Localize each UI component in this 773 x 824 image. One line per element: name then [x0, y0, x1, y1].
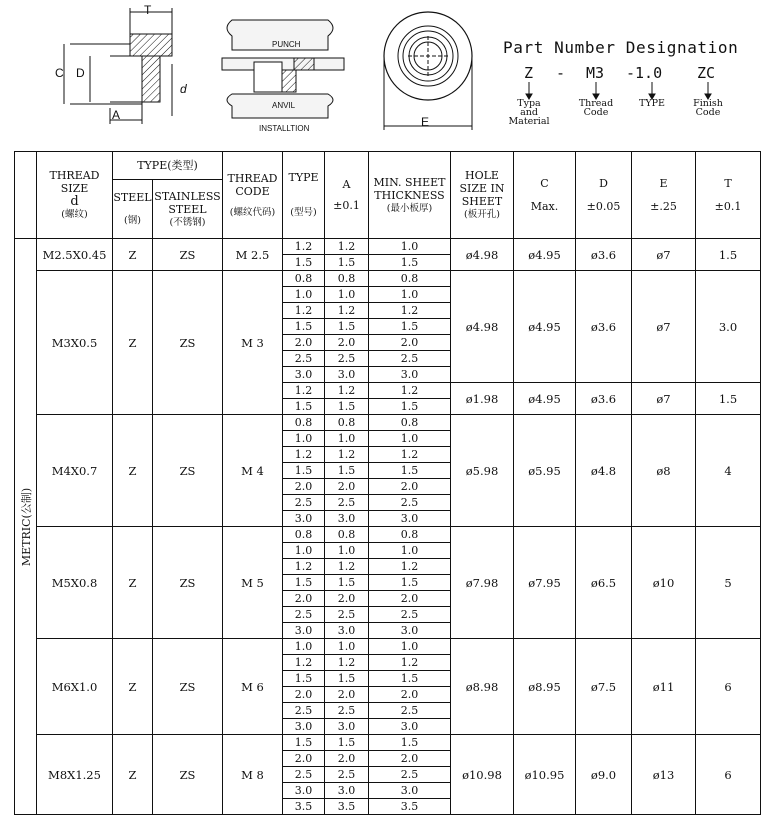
metric-header-blank	[15, 152, 37, 239]
min-sheet-cell: 3.5	[369, 799, 451, 815]
hole-size-cell: ø7.98	[451, 527, 514, 639]
stainless-cell: ZS	[153, 639, 223, 735]
stainless-cell: ZS	[153, 527, 223, 639]
a-cell: 2.5	[325, 495, 369, 511]
a-cell: 2.0	[325, 591, 369, 607]
designation-label-thread-code: Thread Code	[578, 98, 614, 118]
table-row	[15, 239, 761, 255]
t-cell: 5	[696, 527, 761, 639]
type-cell: 1.2	[283, 239, 325, 255]
thread-size-cell: M4X0.7	[37, 415, 113, 527]
table-row	[15, 415, 761, 431]
type-cell: 3.0	[283, 623, 325, 639]
punch-label: PUNCH	[272, 40, 301, 49]
stainless-cell: ZS	[153, 735, 223, 815]
type-cell: 1.0	[283, 543, 325, 559]
a-cell: 3.0	[325, 783, 369, 799]
table-row	[15, 527, 761, 543]
designation-code-dash1: -	[556, 64, 566, 82]
type-cell: 3.0	[283, 719, 325, 735]
type-cell: 2.5	[283, 351, 325, 367]
stainless-cell: ZS	[153, 271, 223, 415]
type-cell: 1.5	[283, 463, 325, 479]
min-sheet-cell: 2.5	[369, 767, 451, 783]
t-cell: 6	[696, 735, 761, 815]
a-cell: 2.0	[325, 751, 369, 767]
e-cell: ø7	[632, 271, 696, 383]
a-cell: 2.5	[325, 607, 369, 623]
min-sheet-cell: 3.0	[369, 367, 451, 383]
type-cell: 2.5	[283, 607, 325, 623]
a-cell: 1.5	[325, 463, 369, 479]
d-cell: ø7.5	[576, 639, 632, 735]
thread-code-cell: M 8	[223, 735, 283, 815]
min-sheet-cell: 2.0	[369, 335, 451, 351]
type-cell: 3.5	[283, 799, 325, 815]
hole-size-header: HOLE SIZE IN SHEET (板开孔)	[451, 152, 514, 239]
a-cell: 3.0	[325, 511, 369, 527]
c-cell: ø10.95	[514, 735, 576, 815]
steel-cell: Z	[113, 527, 153, 639]
nut-section-drawing	[50, 4, 200, 130]
type-cell: 1.5	[283, 575, 325, 591]
thread-size-cell: M5X0.8	[37, 527, 113, 639]
a-cell: 3.5	[325, 799, 369, 815]
type-cell: 1.5	[283, 255, 325, 271]
min-sheet-cell: 2.0	[369, 687, 451, 703]
min-sheet-cell: 1.5	[369, 399, 451, 415]
type-cell: 2.0	[283, 591, 325, 607]
min-sheet-cell: 0.8	[369, 415, 451, 431]
designation-code-type: -1.0	[626, 64, 663, 82]
thread-size-cell: M8X1.25	[37, 735, 113, 815]
min-sheet-cell: 2.5	[369, 351, 451, 367]
t-cell: 4	[696, 415, 761, 527]
a-cell: 1.0	[325, 431, 369, 447]
c-cell: ø8.95	[514, 639, 576, 735]
a-cell: 0.8	[325, 271, 369, 287]
thread-size-cell: M6X1.0	[37, 639, 113, 735]
thread-code-cell: M 2.5	[223, 239, 283, 271]
e-cell: ø7	[632, 239, 696, 271]
min-sheet-cell: 1.0	[369, 431, 451, 447]
a-cell: 1.0	[325, 543, 369, 559]
hole-size-cell: ø1.98	[451, 383, 514, 415]
type-cell: 1.2	[283, 655, 325, 671]
stainless-cell: ZS	[153, 415, 223, 527]
e-cell: ø13	[632, 735, 696, 815]
c-cell: ø7.95	[514, 527, 576, 639]
hole-size-cell: ø8.98	[451, 639, 514, 735]
type-cell: 2.0	[283, 479, 325, 495]
type-cell: 2.0	[283, 751, 325, 767]
c-header: C Max.	[514, 152, 576, 239]
min-sheet-cell: 1.2	[369, 383, 451, 399]
a-cell: 1.5	[325, 575, 369, 591]
a-cell: 1.5	[325, 399, 369, 415]
min-sheet-cell: 2.5	[369, 495, 451, 511]
thread-code-cell: M 6	[223, 639, 283, 735]
a-cell: 1.2	[325, 559, 369, 575]
a-cell: 0.8	[325, 415, 369, 431]
type-cell: 1.5	[283, 319, 325, 335]
type-cell: 0.8	[283, 271, 325, 287]
designation-label-finish-code: Finish Code	[693, 98, 723, 118]
c-cell: ø4.95	[514, 239, 576, 271]
min-sheet-cell: 0.8	[369, 271, 451, 287]
steel-cell: Z	[113, 415, 153, 527]
a-cell: 2.5	[325, 351, 369, 367]
min-sheet-cell: 1.5	[369, 575, 451, 591]
thread-size-cell: M2.5X0.45	[37, 239, 113, 271]
min-sheet-cell: 3.0	[369, 623, 451, 639]
metric-label-cell	[15, 239, 37, 815]
stainless-cell: ZS	[153, 239, 223, 271]
type-cell: 1.2	[283, 303, 325, 319]
steel-cell: Z	[113, 239, 153, 271]
min-sheet-cell: 3.0	[369, 783, 451, 799]
min-sheet-cell: 2.5	[369, 703, 451, 719]
d-cell: ø6.5	[576, 527, 632, 639]
a-cell: 1.2	[325, 383, 369, 399]
metric-label: METRIC(公制)	[19, 487, 33, 566]
a-cell: 2.0	[325, 687, 369, 703]
min-sheet-cell: 1.0	[369, 239, 451, 255]
min-sheet-cell: 3.0	[369, 511, 451, 527]
d-header: D ±0.05	[576, 152, 632, 239]
type2-header: TYPE (型号)	[283, 152, 325, 239]
min-sheet-cell: 1.5	[369, 735, 451, 751]
hole-size-cell: ø4.98	[451, 239, 514, 271]
steel-cell: Z	[113, 271, 153, 415]
hole-size-cell: ø10.98	[451, 735, 514, 815]
d-cell: ø3.6	[576, 239, 632, 271]
designation-label-type-material: Typa and Material	[508, 98, 550, 127]
table-row	[15, 735, 761, 751]
min-sheet-cell: 2.0	[369, 591, 451, 607]
specification-table	[14, 151, 761, 815]
min-sheet-cell: 1.2	[369, 559, 451, 575]
a-cell: 2.5	[325, 767, 369, 783]
min-sheet-cell: 1.5	[369, 463, 451, 479]
dim-c-label: C	[55, 66, 64, 80]
t-header: T ±0.1	[696, 152, 761, 239]
a-cell: 1.2	[325, 655, 369, 671]
installation-label: INSTALLTION	[259, 124, 310, 133]
a-cell: 1.0	[325, 287, 369, 303]
dim-d-small-label: d	[180, 82, 187, 96]
dim-t-label: T	[144, 3, 152, 17]
t-cell: 1.5	[696, 239, 761, 271]
thread-code-cell: M 5	[223, 527, 283, 639]
designation-label-type: TYPE	[639, 98, 665, 109]
min-sheet-cell: 3.0	[369, 719, 451, 735]
e-cell: ø11	[632, 639, 696, 735]
type-cell: 0.8	[283, 415, 325, 431]
min-sheet-cell: 1.0	[369, 543, 451, 559]
min-sheet-cell: 1.2	[369, 303, 451, 319]
type-cell: 1.2	[283, 559, 325, 575]
type-cell: 2.5	[283, 703, 325, 719]
dim-d-label: D	[76, 66, 85, 80]
min-sheet-cell: 1.0	[369, 639, 451, 655]
min-sheet-header: MIN. SHEET THICKNESS (最小板厚)	[369, 152, 451, 239]
designation-code-finish: ZC	[697, 64, 716, 82]
steel-cell: Z	[113, 735, 153, 815]
type-cell: 1.5	[283, 735, 325, 751]
designation-code-m3: M3	[586, 64, 605, 82]
a-cell: 2.0	[325, 335, 369, 351]
a-cell: 3.0	[325, 367, 369, 383]
thread-size-cell: M3X0.5	[37, 271, 113, 415]
c-cell: ø5.95	[514, 415, 576, 527]
a-cell: 0.8	[325, 527, 369, 543]
type-cell: 1.0	[283, 639, 325, 655]
c-cell: ø4.95	[514, 271, 576, 383]
type-header: TYPE(类型)	[113, 152, 223, 180]
min-sheet-cell: 1.0	[369, 287, 451, 303]
steel-header: STEEL (钢)	[113, 180, 153, 239]
table-row	[15, 271, 761, 287]
dim-a-label: A	[112, 108, 121, 122]
dim-e-label: E	[421, 115, 430, 129]
type-cell: 3.0	[283, 511, 325, 527]
t-cell: 1.5	[696, 383, 761, 415]
type-cell: 2.0	[283, 335, 325, 351]
a-cell: 3.0	[325, 719, 369, 735]
designation-code-z: Z	[524, 64, 534, 82]
t-cell: 3.0	[696, 271, 761, 383]
a-cell: 2.5	[325, 703, 369, 719]
d-cell: ø3.6	[576, 271, 632, 383]
type-cell: 3.0	[283, 783, 325, 799]
type-cell: 0.8	[283, 527, 325, 543]
a-cell: 1.2	[325, 447, 369, 463]
hole-size-cell: ø4.98	[451, 271, 514, 383]
min-sheet-cell: 1.2	[369, 655, 451, 671]
a-cell: 1.2	[325, 303, 369, 319]
min-sheet-cell: 2.0	[369, 479, 451, 495]
a-cell: 1.2	[325, 239, 369, 255]
min-sheet-cell: 1.2	[369, 447, 451, 463]
min-sheet-cell: 1.5	[369, 671, 451, 687]
type-cell: 1.5	[283, 671, 325, 687]
d-cell: ø3.6	[576, 383, 632, 415]
thread-code-cell: M 4	[223, 415, 283, 527]
t-cell: 6	[696, 639, 761, 735]
thread-code-cell: M 3	[223, 271, 283, 415]
type-cell: 1.2	[283, 447, 325, 463]
header-drawings	[0, 0, 773, 148]
min-sheet-cell: 1.5	[369, 255, 451, 271]
designation-title: Part Number Designation	[503, 38, 739, 57]
type-cell: 2.5	[283, 495, 325, 511]
anvil-label: ANVIL	[272, 101, 296, 110]
type-cell: 1.0	[283, 287, 325, 303]
a-cell: 3.0	[325, 623, 369, 639]
e-cell: ø10	[632, 527, 696, 639]
min-sheet-cell: 1.5	[369, 319, 451, 335]
d-cell: ø9.0	[576, 735, 632, 815]
table-row	[15, 639, 761, 655]
e-cell: ø8	[632, 415, 696, 527]
type-cell: 1.0	[283, 431, 325, 447]
type-cell: 1.2	[283, 383, 325, 399]
type-cell: 3.0	[283, 367, 325, 383]
a-cell: 1.5	[325, 735, 369, 751]
type-cell: 2.5	[283, 767, 325, 783]
e-cell: ø7	[632, 383, 696, 415]
type-cell: 2.0	[283, 687, 325, 703]
a-cell: 1.0	[325, 639, 369, 655]
a-cell: 1.5	[325, 255, 369, 271]
thread-size-header: THREAD SIZE d (螺纹)	[37, 152, 113, 239]
stainless-header: STAINLESS STEEL (不锈钢)	[153, 180, 223, 239]
steel-cell: Z	[113, 639, 153, 735]
d-cell: ø4.8	[576, 415, 632, 527]
a-cell: 1.5	[325, 671, 369, 687]
a-header: A ±0.1	[325, 152, 369, 239]
a-cell: 1.5	[325, 319, 369, 335]
e-header: E ±.25	[632, 152, 696, 239]
c-cell: ø4.95	[514, 383, 576, 415]
hole-size-cell: ø5.98	[451, 415, 514, 527]
min-sheet-cell: 2.0	[369, 751, 451, 767]
min-sheet-cell: 0.8	[369, 527, 451, 543]
thread-code-header: THREAD CODE (螺纹代码)	[223, 152, 283, 239]
type-cell: 1.5	[283, 399, 325, 415]
a-cell: 2.0	[325, 479, 369, 495]
min-sheet-cell: 2.5	[369, 607, 451, 623]
